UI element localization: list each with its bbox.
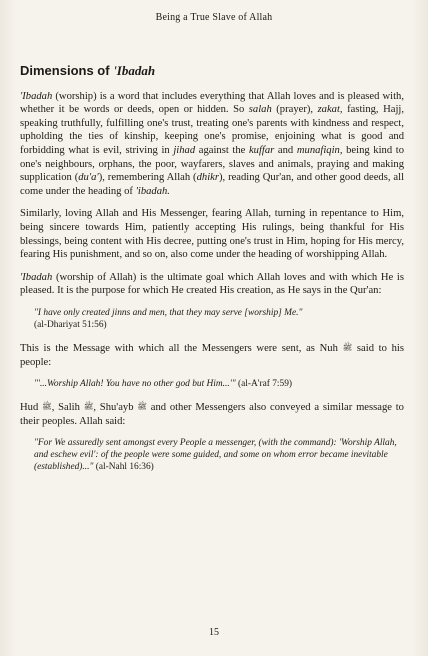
quote-reference: (al-Nahl 16:36) (93, 462, 154, 473)
quote-text: "For We assuredly sent amongst every People a messenger, (with the command): 'Worship Allah, and eschew evil': of the people were some guided, and some on whom error became inevitable (established)..." (34, 438, 397, 473)
quote-reference: (al-A'raf 7:59) (235, 379, 293, 390)
term-dhikr: dhikr (196, 172, 219, 184)
page-number: 15 (209, 627, 219, 638)
term-salah: salah (248, 104, 272, 116)
paragraph-nuh (20, 341, 404, 369)
paragraph-ultimate-goal (20, 271, 404, 298)
paragraph-ibadah-definition (20, 90, 404, 199)
term-jihad: jihad (173, 144, 196, 156)
term-ibadah-end: 'ibadah. (135, 185, 170, 197)
text-span: against the (195, 144, 249, 156)
text-span: This is the Message with which all the Messengers were sent, as Nuh (20, 342, 343, 354)
paragraph-worship-acts: Similarly, loving Allah and His Messenger, fearing Allah, turning in repentance to Him, being sincere towards Him, patiently accepting His rulings, being thankful for His blessings, being content with His decree, putting one's trust in Him, hoping for His mercy, fearing His punishment, and so on, also come under the heading of worshipping Allah. (20, 208, 404, 261)
heading-italic: 'Ibadah (113, 63, 156, 78)
text-span: ), reading Qur'an, and other good deeds, all come under the heading of (20, 172, 405, 197)
term-kuffar: kuffar (248, 144, 275, 156)
text-span: (worship of Allah) is the ultimate goal which Allah loves and with which He is pleased. It is the purpose for which He created His creation, as He says in the Qur'an: (20, 271, 404, 297)
page-body (20, 64, 404, 483)
quote-dhariyat (34, 307, 404, 331)
quote-araf (34, 378, 404, 390)
term-ibadah: 'Ibadah (20, 271, 53, 283)
text-span: and other Messengers also conveyed a similar message to their peoples. Allah said: (20, 402, 404, 427)
text-span: and (274, 144, 297, 156)
paragraph-messengers (20, 400, 404, 428)
text-span: (worship) is a word that includes everything that Allah loves and is pleased with, whether it be words or deeds, open or hidden. So (20, 90, 404, 116)
quote-text: "I have only created jinns and men, that they may serve [worship] Me." (34, 307, 303, 318)
section-heading (20, 64, 404, 78)
term-zakat: zakat, (317, 104, 343, 116)
honorific-icon: ﷺ (83, 402, 94, 412)
term-dua: du'a' (78, 172, 99, 184)
text-span: said to his people: (20, 342, 404, 368)
text-span: fasting, Hajj, speaking truthfully, fulfilling one's trust, treating one's parents with kindness and respect, upholding the ties of kinship, keeping one's promise, enjoining what is good and forbidding what is evil, striving in (20, 104, 404, 156)
heading-prefix: Dimensions of (20, 63, 114, 78)
quote-nahl (34, 437, 404, 473)
text-span: , Shu'ayb (93, 402, 138, 414)
quote-reference: (al-Dhariyat 51:56) (34, 319, 107, 330)
honorific-icon: ﷺ (342, 342, 353, 352)
running-head: Being a True Slave of Allah (155, 12, 273, 23)
text-span: (prayer), (271, 104, 318, 116)
term-munafiqin: munafiqin, (296, 144, 343, 156)
text-span: , Salih (51, 402, 84, 414)
honorific-icon: ﷺ (42, 402, 52, 412)
text-span: Hud (20, 402, 43, 414)
honorific-icon: ﷺ (137, 402, 147, 412)
text-span: ), remembering Allah ( (98, 172, 197, 184)
quote-text: "'...Worship Allah! You have no other god but Him...'" (34, 379, 236, 390)
term-ibadah: 'Ibadah (20, 90, 53, 102)
text-span: being kind to one's neighbours, orphans, the poor, wayfarers, slaves and animals, praying and making supplication ( (20, 144, 405, 184)
